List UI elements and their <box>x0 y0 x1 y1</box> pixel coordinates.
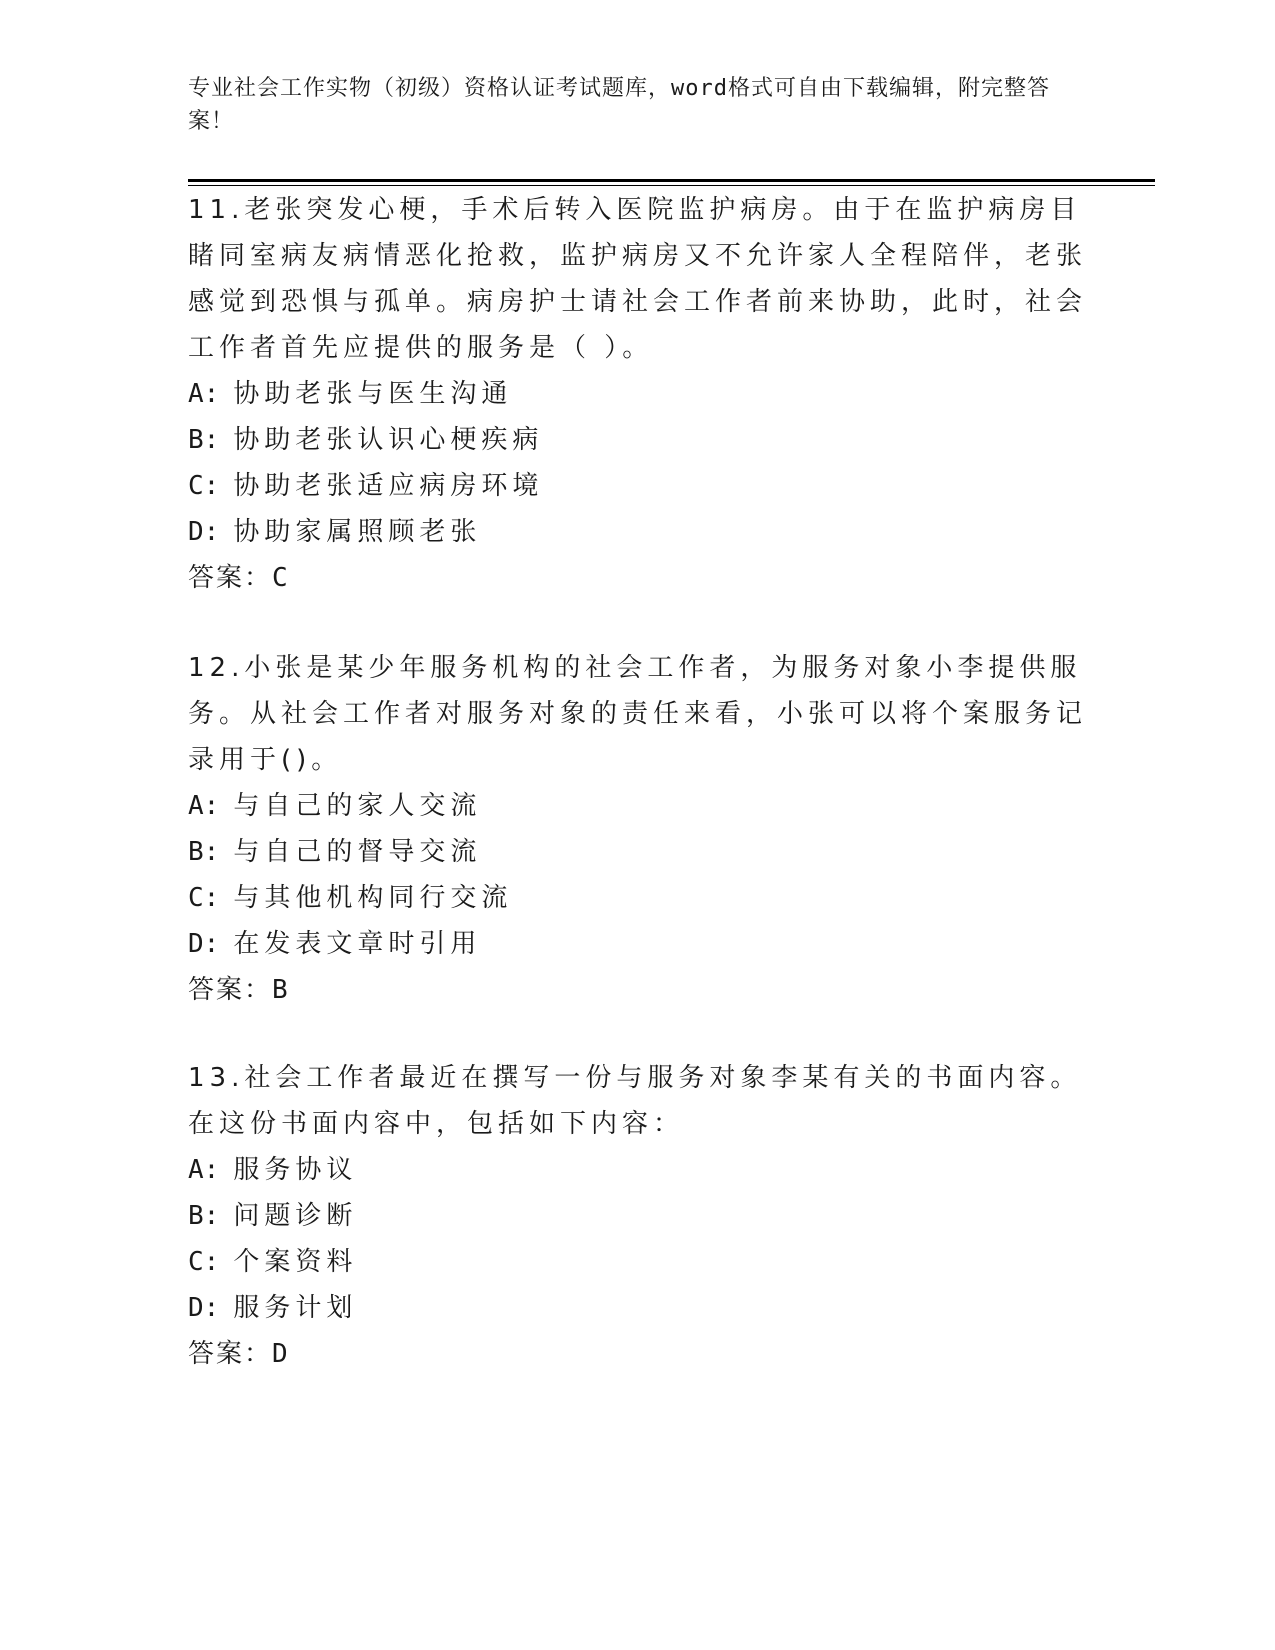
option-letter: D: <box>188 517 220 547</box>
option-letter: D: <box>188 929 220 959</box>
option-b <box>188 417 1088 463</box>
option-text: 与自己的家人交流 <box>233 791 482 821</box>
option-a <box>188 371 1088 417</box>
option-b <box>188 1193 1088 1239</box>
question-stem: 11.老张突发心梗，手术后转入医院监护病房。由于在监护病房目睹同室病友病情恶化抢救，监护病房又不允许家人全程陪伴，老张感觉到恐惧与孤单。病房护士请社会工作者前来协助，此时，社会工作者首先应提供的服务是（ ）。 <box>188 195 1088 363</box>
option-letter: A: <box>188 379 220 409</box>
option-text: 服务协议 <box>233 1155 358 1185</box>
option-letter: A: <box>188 1155 220 1185</box>
question-12 <box>188 645 1088 1013</box>
option-text: 协助家属照顾老张 <box>233 517 482 547</box>
option-letter: B: <box>188 425 220 455</box>
answer-line <box>188 555 1088 601</box>
option-letter: A: <box>188 791 220 821</box>
header-rule-thin <box>188 185 1155 186</box>
answer-value: D <box>272 1339 290 1369</box>
answer-label: 答案： <box>188 1339 273 1369</box>
answer-line <box>188 1331 1088 1377</box>
option-d <box>188 921 1088 967</box>
option-c <box>188 1239 1088 1285</box>
document-header: 专业社会工作实物（初级）资格认证考试题库，word格式可自由下载编辑，附完整答案！ <box>188 76 1050 134</box>
option-text: 与自己的督导交流 <box>233 837 482 867</box>
option-text: 在发表文章时引用 <box>233 929 482 959</box>
option-c <box>188 463 1088 509</box>
answer-value: B <box>272 975 290 1005</box>
option-text: 协助老张认识心梗疾病 <box>233 425 544 455</box>
option-text: 协助老张与医生沟通 <box>233 379 513 409</box>
option-c <box>188 875 1088 921</box>
question-11 <box>188 187 1088 601</box>
option-d <box>188 1285 1088 1331</box>
option-d <box>188 509 1088 555</box>
option-letter: C: <box>188 1247 220 1277</box>
option-letter: C: <box>188 883 220 913</box>
answer-line <box>188 967 1088 1013</box>
option-text: 个案资料 <box>233 1247 358 1277</box>
answer-label: 答案： <box>188 563 273 593</box>
question-stem: 13.社会工作者最近在撰写一份与服务对象李某有关的书面内容。在这份书面内容中，包括如下内容： <box>188 1063 1082 1139</box>
option-text: 服务计划 <box>233 1293 358 1323</box>
option-text: 与其他机构同行交流 <box>233 883 513 913</box>
option-letter: C: <box>188 471 220 501</box>
option-letter: B: <box>188 1201 220 1231</box>
option-letter: D: <box>188 1293 220 1323</box>
question-stem: 12.小张是某少年服务机构的社会工作者，为服务对象小李提供服务。从社会工作者对服务对象的责任来看，小张可以将个案服务记录用于()。 <box>188 653 1088 775</box>
option-a <box>188 783 1088 829</box>
option-b <box>188 829 1088 875</box>
answer-value: C <box>272 563 290 593</box>
answer-label: 答案： <box>188 975 273 1005</box>
question-13 <box>188 1055 1088 1377</box>
header-rule-thick <box>188 179 1155 182</box>
option-a <box>188 1147 1088 1193</box>
option-text: 问题诊断 <box>233 1201 358 1231</box>
option-text: 协助老张适应病房环境 <box>233 471 544 501</box>
option-letter: B: <box>188 837 220 867</box>
